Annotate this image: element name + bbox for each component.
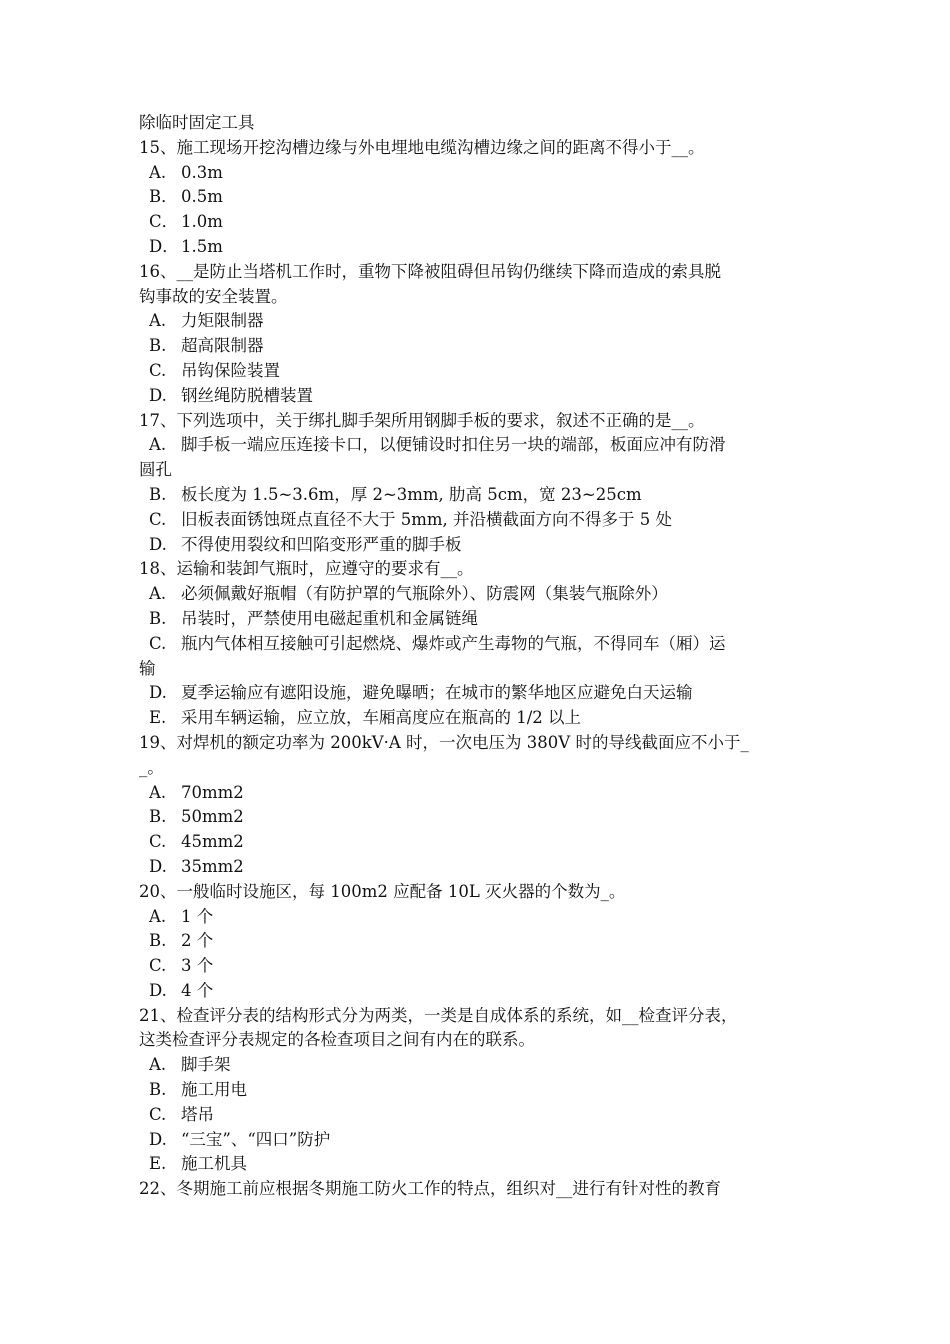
answer-option: [139, 1152, 829, 1177]
answer-option: [139, 805, 829, 830]
option-text: 超高限制器: [181, 336, 264, 356]
option-letter: E.: [149, 1154, 167, 1174]
option-text: 必须佩戴好瓶帽（有防护罩的气瓶除外）、防震网（集装气瓶除外）: [181, 584, 668, 604]
answer-option: [139, 161, 829, 186]
option-letter: D.: [149, 385, 167, 405]
option-text: 70mm2: [181, 782, 244, 802]
answer-option: [139, 309, 829, 334]
answer-option: [139, 433, 829, 458]
option-letter: B.: [149, 931, 167, 951]
option-text: “三宝”、“四口”防护: [181, 1129, 331, 1149]
option-text-continued: 圆孔: [139, 460, 172, 480]
option-letter: B.: [149, 807, 167, 827]
answer-option: [139, 210, 829, 235]
answer-option: [139, 954, 829, 979]
option-letter: A.: [149, 435, 167, 455]
option-text: 夏季运输应有遮阳设施，避免曝晒；在城市的繁华地区应避免白天运输: [181, 683, 693, 703]
question-block: [139, 409, 829, 558]
option-letter: C.: [149, 832, 167, 852]
question-stem: 18、运输和装卸气瓶时，应遵守的要求有__。: [139, 559, 474, 579]
option-letter: A.: [149, 584, 167, 604]
option-text: 吊装时，严禁使用电磁起重机和金属链绳: [181, 608, 478, 628]
option-letter: E.: [149, 708, 167, 728]
question-block: [139, 260, 829, 409]
question-block: [139, 1177, 829, 1202]
option-text: 4 个: [181, 980, 214, 1000]
option-letter: A.: [149, 162, 167, 182]
question-stem: 17、下列选项中，关于绑扎脚手架所用钢脚手板的要求，叙述不正确的是__。: [139, 410, 705, 430]
option-text: 钢丝绳防脱槽装置: [181, 385, 313, 405]
question-stem: 19、对焊机的额定功率为 200kV·A 时，一次电压为 380V 时的导线截面应不小于_: [139, 732, 749, 752]
document-page: [139, 111, 829, 1202]
option-text: 50mm2: [181, 807, 244, 827]
option-text: 施工机具: [181, 1154, 247, 1174]
answer-option: [139, 929, 829, 954]
option-text: 不得使用裂纹和凹陷变形严重的脚手板: [181, 534, 462, 554]
question-stem: 21、检查评分表的结构形式分为两类，一类是自成体系的系统，如__检查评分表，: [139, 1005, 738, 1025]
option-letter: A.: [149, 1055, 167, 1075]
option-text: 45mm2: [181, 832, 244, 852]
answer-option: [139, 830, 829, 855]
option-letter: C．: [149, 212, 179, 232]
question-block: [139, 136, 829, 260]
option-text: 瓶内气体相互接触可引起燃烧、爆炸或产生毒物的气瓶，不得同车（厢）运: [181, 633, 726, 653]
answer-option: [139, 1128, 829, 1153]
option-text: 3 个: [181, 956, 214, 976]
option-letter: D.: [149, 1129, 167, 1149]
answer-option: [139, 979, 829, 1004]
option-letter: D.: [149, 683, 167, 703]
option-text: 35mm2: [181, 856, 244, 876]
option-text: 板长度为 1.5~3.6m，厚 2~3mm, 肋高 5cm，宽 23~25cm: [181, 484, 642, 504]
answer-option: [139, 185, 829, 210]
question-block: [139, 731, 829, 880]
option-letter: C.: [149, 509, 167, 529]
answer-option: [139, 1053, 829, 1078]
option-letter: A.: [149, 311, 167, 331]
continuation-line: 除临时固定工具: [139, 113, 255, 132]
answer-option: [139, 359, 829, 384]
option-text: 0.5m: [181, 187, 223, 207]
question-stem: 15、施工现场开挖沟槽边缘与外电埋地电缆沟槽边缘之间的距离不得小于__。: [139, 137, 705, 157]
option-letter: C.: [149, 956, 167, 976]
option-text: 吊钩保险装置: [181, 360, 280, 380]
option-letter: C.: [149, 1104, 167, 1124]
option-text: 脚手板一端应压连接卡口，以便铺设时扣住另一块的端部，板面应冲有防滑: [181, 435, 726, 455]
option-letter: B.: [149, 484, 167, 504]
option-letter: D.: [149, 856, 167, 876]
question-block: [139, 1004, 829, 1178]
option-text: 塔吊: [181, 1104, 214, 1124]
option-letter: B.: [149, 608, 167, 628]
option-letter: B.: [149, 336, 167, 356]
option-text: 1.0m: [181, 212, 223, 232]
option-text: 采用车辆运输，应立放，车厢高度应在瓶高的 1/2 以上: [181, 708, 582, 728]
answer-option: [139, 632, 829, 657]
option-text: 0.3m: [181, 162, 223, 182]
answer-option: [139, 781, 829, 806]
option-text: 脚手架: [181, 1055, 231, 1075]
question-stem: 钩事故的安全装置。: [139, 286, 288, 306]
option-letter: B．: [149, 187, 178, 207]
question-stem: 16、__是防止当塔机工作时，重物下降被阻碍但吊钩仍继续下降而造成的索具脱: [139, 261, 721, 281]
answer-option: [139, 1078, 829, 1103]
answer-option: [139, 681, 829, 706]
option-text: 力矩限制器: [181, 311, 264, 331]
answer-option: [139, 607, 829, 632]
question-stem: _。: [139, 757, 164, 777]
option-letter: D．: [149, 236, 179, 256]
answer-option: [139, 235, 829, 260]
option-letter: D.: [149, 980, 167, 1000]
answer-option: [139, 1103, 829, 1128]
option-text: 1 个: [181, 906, 214, 926]
question-stem: 这类检查评分表规定的各检查项目之间有内在的联系。: [139, 1030, 535, 1050]
option-letter: C.: [149, 633, 167, 653]
answer-option: [139, 855, 829, 880]
answer-option: [139, 706, 829, 731]
option-text: 1.5m: [181, 236, 223, 256]
option-text-continued: 输: [139, 658, 156, 678]
question-block: [139, 880, 829, 1004]
answer-option: [139, 334, 829, 359]
option-text: 施工用电: [181, 1080, 247, 1100]
answer-option: [139, 582, 829, 607]
option-text: 2 个: [181, 931, 214, 951]
answer-option: [139, 533, 829, 558]
answer-option: [139, 483, 829, 508]
option-letter: D.: [149, 534, 167, 554]
option-letter: C.: [149, 360, 167, 380]
option-letter: A.: [149, 906, 167, 926]
question-stem: 22、冬期施工前应根据冬期施工防火工作的特点，组织对__进行有针对性的教育: [139, 1179, 721, 1199]
option-letter: A.: [149, 782, 167, 802]
option-text: 旧板表面锈蚀斑点直径不大于 5mm, 并沿横截面方向不得多于 5 处: [181, 509, 673, 529]
answer-option: [139, 905, 829, 930]
question-stem: 20、一般临时设施区，每 100m2 应配备 10L 灭火器的个数为_。: [139, 881, 626, 901]
answer-option: [139, 508, 829, 533]
answer-option: [139, 384, 829, 409]
question-block: [139, 557, 829, 731]
option-letter: B.: [149, 1080, 167, 1100]
